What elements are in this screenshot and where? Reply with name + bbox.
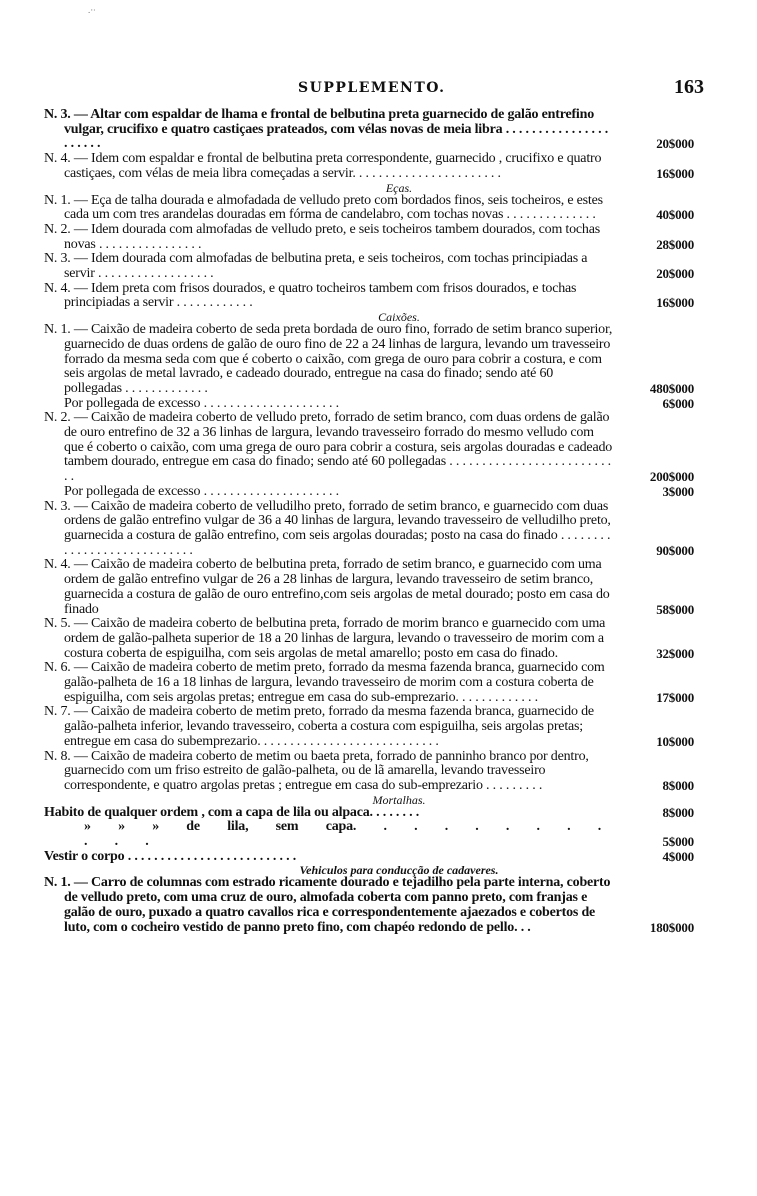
list-item [44, 850, 694, 865]
entry-text: N. 2. — Caixão de madeira coberto de velludo preto, forrado de setim branco, com duas ordens de galão de ouro entrefino de 32 a 36 linhas de largura, levando travesseiro forrado do mesmo velludo com que é coberto o caixão, com uma grega de ouro para cobrir a costura, seis argolas douradas e cadeado tambem dourado, entregue em casa do finado; sendo até 60 pollegadas . . . . . . . . . . . . . . . . . . . . . . . . . . . [44, 410, 613, 485]
entry-text: N. 1. — Caixão de madeira coberto de seda preta bordada de ouro fino, forrado de setim branco superior, guarnecido de duas ordens de galão de ouro fino de 22 a 24 linhas de largura, levando um travesseiro forrado da mesma seda com que é coberto o caixão, com grega de ouro para cobrir a costura, e com seis argolas de metal lavrado, e cadeado dourado, entregue na casa do finado; sendo até 60 pollegadas . . . . . . . . . . . . . [44, 322, 613, 396]
section-mortalhas [44, 806, 694, 865]
entry-price: 4$000 [662, 848, 694, 864]
list-item [44, 194, 694, 223]
page-number: 163 [674, 76, 704, 98]
section-caixoes [44, 323, 694, 794]
entry-text: N. 1. — Eça de talha dourada e almofadada de velludo preto com bordados finos, seis tocheiros, e estes cada um com tres arandelas douradas em fórma de candelabro, com tochas novas . . . . . . . . . . . . . . [44, 192, 603, 223]
list-item [44, 876, 694, 935]
entry-text: Por pollegada de excesso . . . . . . . . . . . . . . . . . . . . . [64, 395, 339, 411]
list-item [44, 252, 694, 281]
entry-text: » » » de lila, sem capa. . . . . . . . . . . . [84, 819, 601, 850]
margin-ornament: .·∙ [88, 5, 96, 15]
section-heading-essas: Eças. [385, 180, 413, 195]
list-item [44, 323, 694, 397]
entry-price: 28$000 [656, 236, 694, 252]
list-item [44, 661, 694, 705]
entry-text: N. 3. — Idem dourada com almofadas de belbutina preta, e seis tocheiros, com tochas principiadas a servir . . . . . . . . . . . . . . . . . . [44, 251, 588, 282]
entry-text: N. 5. — Caixão de madeira coberto de belbutina preta, forrado de morim branco e guarnecido com uma ordem de galão-palheta superior de 18 a 20 linhas de largura, levando o travesseiro de morim com a costura coberta de espiguilha, com seis argolas de metal amarello; posto em casa do finado. [44, 616, 606, 661]
entry-text: N. 3. — Altar com espaldar de lhama e frontal de belbutina preta guarnecido de galão entrefino vulgar, crucifixo e quatro castiçaes prateados, com vélas novas de meia libra . . . . . . . . . . . . . . . . . . . . . . [44, 107, 608, 152]
section-heading-caixoes: Caixões. [378, 310, 420, 325]
entry-price: 10$000 [656, 733, 694, 749]
entry-text: Vestir o corpo . . . . . . . . . . . . . . . . . . . . . . . . . . [44, 848, 297, 864]
entry-price: 20$000 [656, 136, 694, 152]
entry-price: 20$000 [656, 266, 694, 282]
entry-text: Habito de qualquer ordem , com a capa de lila ou alpaca. . . . . . . . [44, 804, 420, 820]
list-item [44, 152, 694, 181]
entry-text: N. 2. — Idem dourada com almofadas de velludo preto, e seis tocheiros tambem dourados, com tochas novas . . . . . . . . . . . . . . . . [44, 221, 600, 252]
entry-price: 17$000 [656, 689, 694, 705]
entry-text: N. 4. — Caixão de madeira coberto de belbutina preta, forrado de setim branco, e guarnecido com uma ordem de galão entrefino vulgar de 26 a 28 linhas de largura, levando travesseiro de setim branco, guarnecida a costura de galão de ouro entrefino,com seis argolas de metal dourado; posto em casa do finado [44, 557, 610, 617]
entry-text: N. 4. — Idem com espaldar e frontal de belbutina preta correspondente, guarnecido , crucifixo e quatro castiçaes, com vélas de meia libra começadas a servir. . . . . . . . . . . . . . . . . . . . . . . [44, 151, 602, 181]
entry-price: 200$000 [649, 469, 694, 485]
list-item [44, 820, 694, 849]
list-item [44, 485, 694, 500]
entry-price: 3$000 [662, 483, 694, 499]
section-essas [44, 194, 694, 312]
list-item [44, 617, 694, 661]
entry-price: 5$000 [662, 834, 694, 850]
entry-text: N. 7. — Caixão de madeira coberto de metim preto, forrado da mesma fazenda branca, guarnecido de galão-palheta inferior, levando travesseiro, coberta a costura com espiguilha, seis argolas pretas; entregue em casa do subemprezario. . . . . . . . . . . . . . . . . . . . . . . . . . . . [44, 704, 594, 749]
list-item [44, 108, 694, 152]
entry-price: 32$000 [656, 645, 694, 661]
entry-text: N. 6. — Caixão de madeira coberto de metim preto, forrado da mesma fazenda branca, guarnecido com galão-palheta de 16 a 18 linhas de largura, levando travesseiro de morim com a costura coberta de espiguilha, com seis argolas pretas; entregue em casa do sub-emprezario. . . . . . . . . . . . . [44, 660, 605, 705]
entry-text: Por pollegada de excesso . . . . . . . . . . . . . . . . . . . . . [64, 483, 339, 499]
entry-price: 480$000 [649, 380, 694, 396]
entry-price: 6$000 [662, 395, 694, 411]
list-item [44, 397, 694, 412]
section-vehiculos [44, 876, 694, 935]
entry-price: 58$000 [656, 601, 694, 617]
list-item [44, 282, 694, 311]
list-item [44, 411, 694, 485]
page-header [44, 76, 704, 108]
entry-text: N. 1. — Carro de columnas com estrado ricamente dourado e tejadilho pela parte interna, coberto de velludo preto, com uma cruz de ouro, almofada coberta com panno preto, com franjas e galão de ouro, puxado a quatro cavallos rica e correspondentemente ajaezados e cobertos de luto, com o cocheiro vestido de panno preto fino, com chapéo redondo de pello. . . [44, 875, 611, 935]
list-item [44, 558, 694, 617]
entry-text: N. 3. — Caixão de madeira coberto de velludilho preto, forrado de setim branco, e guarnecido com duas ordens de galão entrefino vulgar de 36 a 40 linhas de largura, levando travesseiro de velludilho preto, guarnecida a costura de galão entrefino, com seis argolas douradas; posto na casa do finado . . . . . . . . . . . . . . . . . . . . . . . . . . . . [44, 498, 611, 558]
entry-price: 180$000 [649, 919, 694, 935]
section-altares [44, 108, 694, 182]
list-item [44, 500, 694, 559]
entry-price: 16$000 [656, 295, 694, 311]
entry-price: 8$000 [662, 777, 694, 793]
entry-price: 8$000 [662, 804, 694, 820]
document-page [44, 76, 704, 935]
entry-text: N. 8. — Caixão de madeira coberto de metim ou baeta preta, forrado de panninho branco por dentro, guarnecido com um friso estreito de galão-palheta, ou de lã amarella, levando travesseiro correspondente, e quatro argolas pretas ; entregue em casa do sub-emprezario . . . . . . . . . [44, 748, 589, 793]
list-item [44, 750, 694, 794]
running-title: SUPPLEMENTO. [298, 80, 446, 96]
entry-price: 16$000 [656, 165, 694, 181]
list-item [44, 806, 694, 821]
entry-price: 40$000 [656, 207, 694, 223]
section-heading-mortalhas: Mortalhas. [372, 792, 426, 807]
entry-text: N. 4. — Idem preta com frisos dourados, e quatro tocheiros tambem com frisos dourados, e tochas principiadas a servir . . . . . . . . . . . . [44, 280, 577, 311]
list-item [44, 223, 694, 252]
list-item [44, 705, 694, 749]
section-heading-vehiculos: Vehiculos para conducção de cadaveres. [299, 863, 499, 878]
entry-price: 90$000 [656, 542, 694, 558]
